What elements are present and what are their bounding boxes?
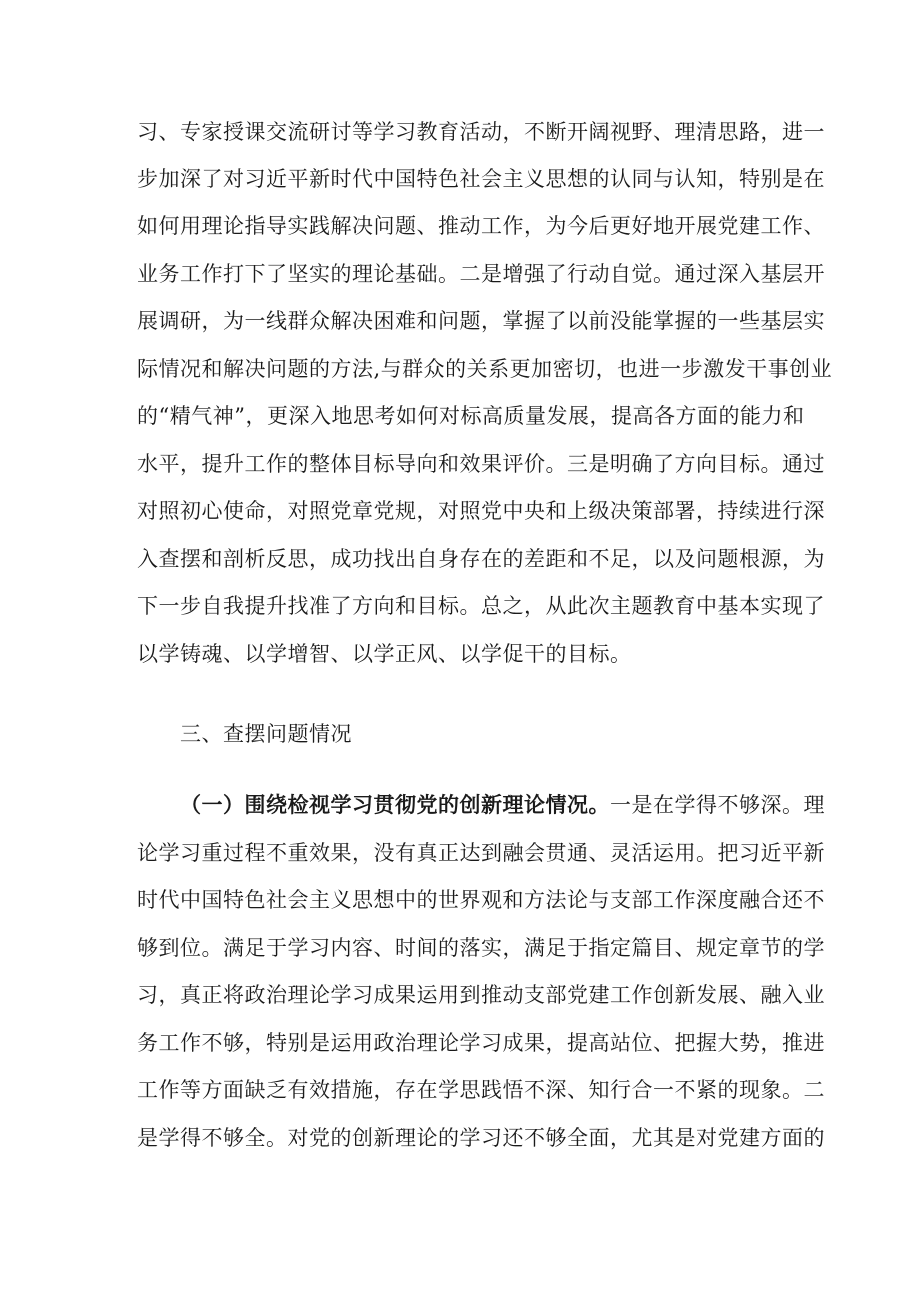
- section-heading: 三、查摆问题情况: [180, 722, 352, 746]
- subsection-title: （一）围绕检视学习贯彻党的创新理论情况。: [180, 792, 610, 817]
- paragraph1-line-7: 的“精气神”，更深入地思考如何对标高质量发展，提高各方面的能力和: [137, 404, 805, 428]
- paragraph1-line-4: 业务工作打下了坚实的理论基础。二是增强了行动自觉。通过深入基层开: [137, 262, 825, 286]
- paragraph1-line-5: 展调研，为一线群众解决困难和问题，掌握了以前没能掌握的一些基层实: [137, 309, 825, 333]
- paragraph2-line-5: 务工作不够，特别是运用政治理论学习成果，提高站位、把握大势，推进: [137, 1031, 825, 1055]
- paragraph1-line-2: 步加深了对习近平新时代中国特色社会主义思想的认同与认知，特别是在: [137, 167, 825, 191]
- paragraph1-line-8: 水平，提升工作的整体目标导向和效果评价。三是明确了方向目标。通过: [137, 452, 825, 476]
- paragraph1-line-3: 如何用理论指导实践解决问题、推动工作，为今后更好地开展党建工作、: [137, 214, 825, 238]
- paragraph1-line-6: 际情况和解决问题的方法,与群众的关系更加密切，也进一步激发干事创业: [137, 357, 833, 381]
- paragraph2-line-7: 是学得不够全。对党的创新理论的学习还不够全面，尤其是对党建方面的: [137, 1126, 825, 1150]
- paragraph2-line-6: 工作等方面缺乏有效措施，存在学思践悟不深、知行合一不紧的现象。二: [137, 1078, 825, 1102]
- paragraph1-line-12: 以学铸魂、以学增智、以学正风、以学促干的目标。: [137, 642, 632, 666]
- paragraph1-line-10: 入查摆和剖析反思，成功找出自身存在的差距和不足，以及问题根源，为: [137, 547, 825, 571]
- paragraph1-line-9: 对照初心使命，对照党章党规，对照党中央和上级决策部署，持续进行深: [137, 499, 825, 523]
- paragraph1-line-11: 下一步自我提升找准了方向和目标。总之，从此次主题教育中基本实现了: [137, 594, 825, 618]
- paragraph2-line-1: 论学习重过程不重效果，没有真正达到融会贯通、灵活运用。把习近平新: [137, 841, 825, 865]
- paragraph2-line-2: 时代中国特色社会主义思想中的世界观和方法论与支部工作深度融合还不: [137, 888, 825, 912]
- subsection-first-line-text: 一是在学得不够深。理: [610, 793, 825, 817]
- paragraph2-line-4: 习，真正将政治理论学习成果运用到推动支部党建工作创新发展、融入业: [137, 983, 825, 1007]
- paragraph2-line-3: 够到位。满足于学习内容、时间的落实，满足于指定篇目、规定章节的学: [137, 936, 825, 960]
- paragraph1-line-1: 习、专家授课交流研讨等学习教育活动，不断开阔视野、理清思路，进一: [137, 120, 825, 144]
- subsection-first-line: [180, 792, 825, 818]
